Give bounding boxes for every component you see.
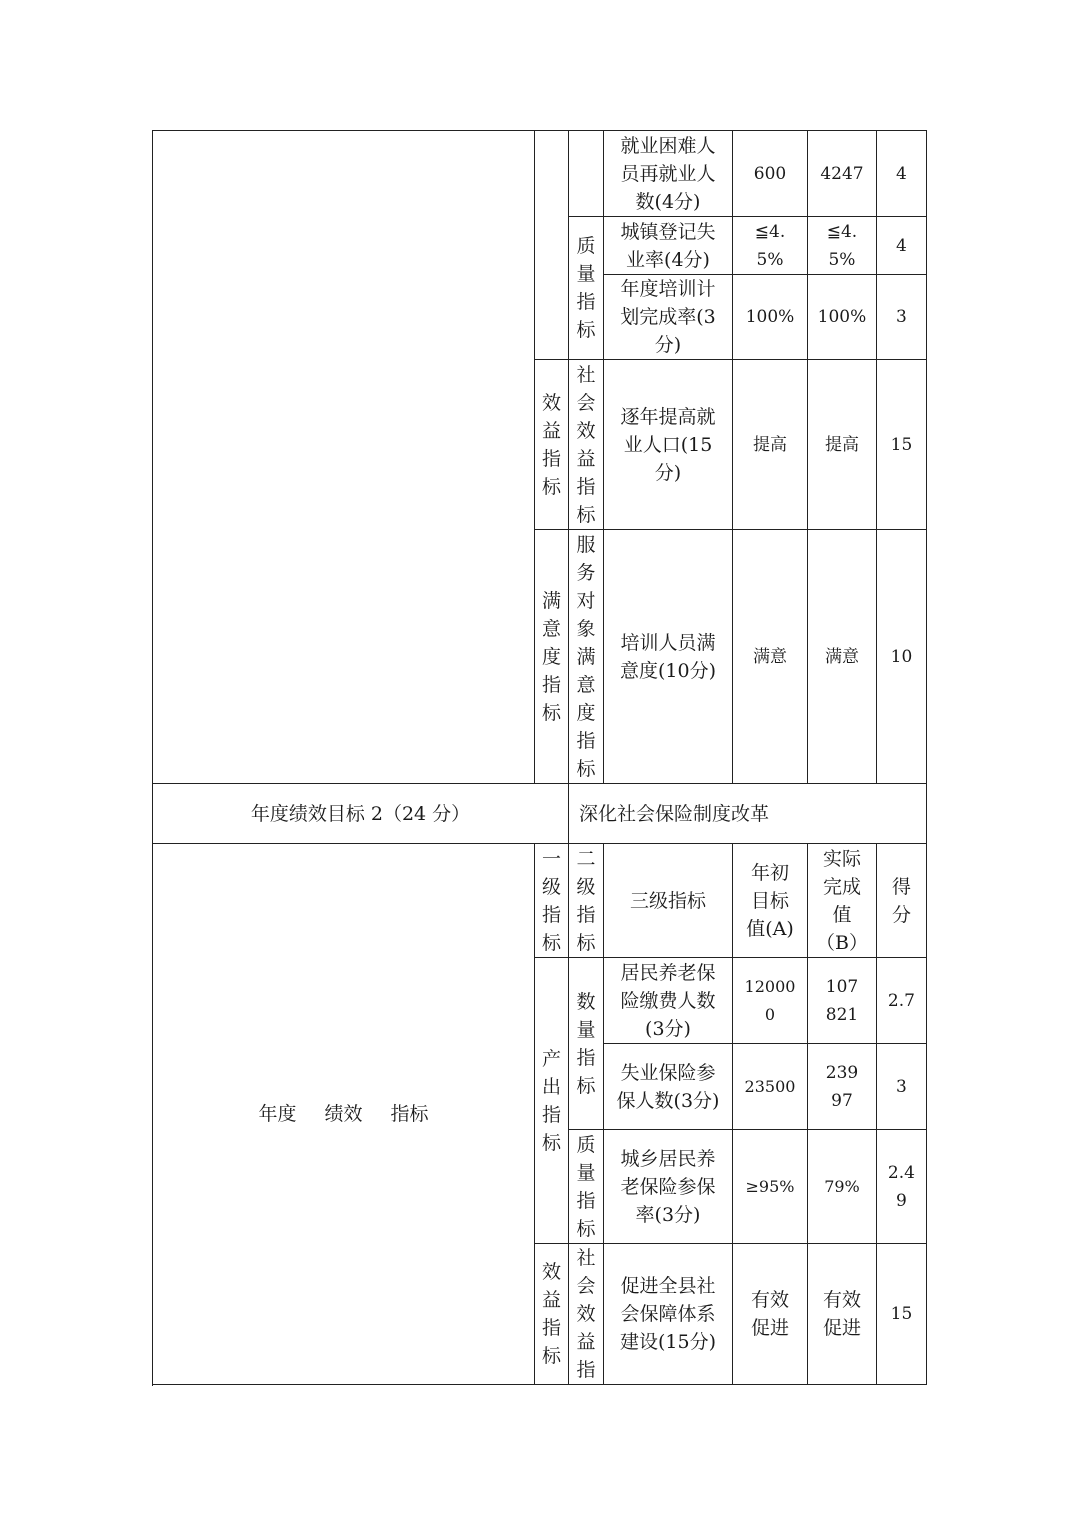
target-cell: 满意	[733, 530, 808, 784]
level3-cell: 居民养老保险缴费人数(3分)	[604, 958, 733, 1044]
level1-benefit: 效益指标	[535, 360, 569, 530]
score-cell: 4	[876, 131, 926, 217]
actual-cell: 提高	[808, 360, 877, 530]
actual-cell: 有效促进	[808, 1244, 877, 1385]
goal2-label: 年度绩效目标 2（24 分）	[153, 784, 569, 844]
actual-cell: 100%	[808, 275, 877, 360]
level3-cell: 促进全县社会保障体系建设(15分)	[604, 1244, 733, 1385]
score-cell: 15	[876, 360, 926, 530]
actual-cell: 满意	[808, 530, 877, 784]
level1-benefit: 效益指标	[535, 1244, 569, 1385]
header-level3: 三级指标	[604, 844, 733, 958]
actual-cell: 4247	[808, 131, 877, 217]
actual-cell: ≦4.5%	[808, 217, 877, 275]
header-score: 得分	[876, 844, 926, 958]
target-cell: 100%	[733, 275, 808, 360]
section1-left-blank	[153, 131, 535, 784]
header-level2: 二级指标	[569, 844, 604, 958]
section1-level1-blank	[535, 131, 569, 360]
target-cell: 提高	[733, 360, 808, 530]
level2-social-benefit: 社会效益指	[569, 1244, 604, 1385]
target-cell: ≦4.5%	[733, 217, 808, 275]
level3-cell: 逐年提高就业人口(15分)	[604, 360, 733, 530]
level3-cell: 就业困难人员再就业人数(4分)	[604, 131, 733, 217]
score-cell: 15	[876, 1244, 926, 1385]
level2-social-benefit: 社会效益指标	[569, 360, 604, 530]
actual-cell: 107821	[808, 958, 877, 1044]
level2-quality: 质量指标	[569, 1130, 604, 1244]
level2-quality: 质量指标	[569, 217, 604, 360]
score-cell: 3	[876, 275, 926, 360]
header-level1: 一级指标	[535, 844, 569, 958]
performance-table-sheet	[152, 130, 927, 1385]
target-cell: 23500	[733, 1044, 808, 1130]
header-actual: 实际完成值（B）	[808, 844, 877, 958]
target-cell: 有效促进	[733, 1244, 808, 1385]
level1-output: 产出指标	[535, 958, 569, 1244]
header-target: 年初目标值(A)	[733, 844, 808, 958]
target-cell: 600	[733, 131, 808, 217]
performance-table	[152, 130, 927, 1385]
score-cell: 3	[876, 1044, 926, 1130]
level3-cell: 城镇登记失业率(4分)	[604, 217, 733, 275]
target-cell: ≥95%	[733, 1130, 808, 1244]
level3-cell: 城乡居民养老保险参保率(3分)	[604, 1130, 733, 1244]
score-cell: 4	[876, 217, 926, 275]
section2-left-label: 年度 绩效 指标	[153, 844, 535, 1385]
score-cell: 2.7	[876, 958, 926, 1044]
level2-quantity: 数量指标	[569, 958, 604, 1130]
level3-cell: 培训人员满意度(10分)	[604, 530, 733, 784]
level3-cell: 年度培训计划完成率(3分)	[604, 275, 733, 360]
level3-cell: 失业保险参保人数(3分)	[604, 1044, 733, 1130]
target-cell: 120000	[733, 958, 808, 1044]
actual-cell: 23997	[808, 1044, 877, 1130]
score-cell: 10	[876, 530, 926, 784]
actual-cell: 79%	[808, 1130, 877, 1244]
score-cell: 2.49	[876, 1130, 926, 1244]
level2-service-satisfaction: 服务对象满意度指标	[569, 530, 604, 784]
goal2-text: 深化社会保险制度改革	[569, 784, 927, 844]
section1-level2-blank	[569, 131, 604, 217]
level1-satisfaction: 满意度指标	[535, 530, 569, 784]
